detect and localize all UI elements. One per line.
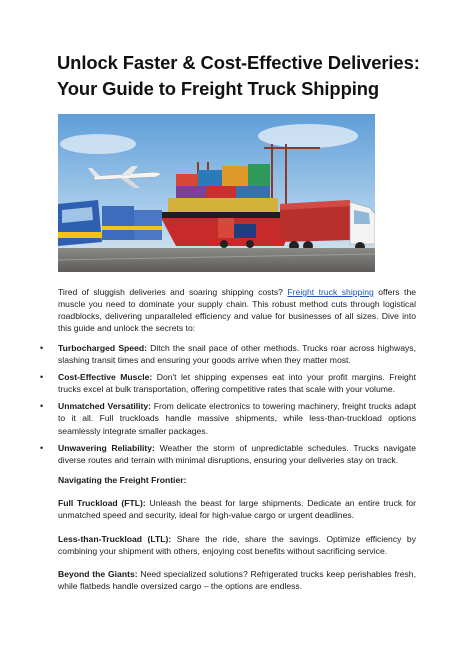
list-item: [40, 342, 416, 366]
bullet-term: Unmatched Versatility:: [58, 401, 152, 412]
title-line-2: Your Guide to Freight Truck Shipping: [57, 78, 379, 99]
paragraph-term: Less-than-Truckload (LTL):: [58, 534, 172, 544]
list-item: [40, 371, 417, 395]
list-item: [40, 400, 416, 436]
bullet-icon: •: [40, 343, 44, 353]
bullet-text: Weather the storm of unpredictable schedules. Trucks navigate diverse routes and terrain with minimal disruptions, ensuring your deliveries stay on track.: [58, 442, 416, 465]
title-line-1: Unlock Faster & Cost-Effective Deliveries:: [57, 52, 420, 73]
freight-transport-collage-icon: [58, 114, 375, 272]
paragraph-text: Unleash the beast for large shipments. Dedicate an entire truck for unmatched speed and security, ideal for high-value cargo or urgent deadlines.: [58, 498, 416, 521]
section-heading: Navigating the Freight Frontier:: [58, 475, 187, 485]
benefits-list: [40, 342, 417, 471]
bullet-text: Don't let shipping expenses eat into your profit margins. Freight trucks excel at bulk transportation, offering competitive rates that scale with your volume.: [58, 372, 417, 395]
paragraph-text: Need specialized solutions? Refrigerated trucks keep perishables fresh, while flatbeds handle oversized cargo – the options are endless.: [58, 569, 416, 592]
list-item: [40, 442, 416, 466]
bullet-term: Cost-Effective Muscle:: [58, 372, 153, 383]
ltl-paragraph: [58, 533, 416, 557]
bullet-icon: •: [40, 372, 44, 383]
beyond-giants-paragraph: [58, 568, 416, 592]
freight-truck-shipping-link[interactable]: Freight truck shipping: [287, 287, 374, 297]
ftl-paragraph: [58, 497, 416, 521]
bullet-icon: •: [40, 442, 44, 453]
intro-paragraph: [58, 286, 416, 334]
bullet-icon: •: [40, 401, 44, 412]
intro-text-before: Tired of sluggish deliveries and soaring shipping costs?: [58, 287, 288, 297]
paragraph-term: Beyond the Giants:: [58, 569, 138, 579]
page-title: [57, 50, 427, 102]
bullet-text: Ditch the snail pace of other methods. Trucks roar across highways, slashing transit times and ensuring your goods arrive when they matter most.: [58, 343, 416, 366]
paragraph-text: Share the ride, share the savings. Optimize efficiency by combining your shipment with others, enjoying cost benefits without sacrificing service.: [58, 534, 416, 557]
paragraph-term: Full Truckload (FTL):: [58, 498, 146, 508]
bullet-term: Turbocharged Speed:: [58, 343, 147, 353]
intro-text-after: offers the muscle you need to dominate your supply chain. This robust method cuts through logistical roadblocks, delivering unparalleled efficiency and value for businesses of all sizes. Dive into this guide and unlock the secrets to:: [58, 287, 416, 334]
hero-image: [58, 114, 375, 272]
bullet-term: Unwavering Reliability:: [58, 442, 155, 453]
bullet-text: From delicate electronics to towering machinery, freight trucks adapt to it all. Full truckloads handle massive shipments, while less-than-truckload options seamlessly integrate smaller packages.: [58, 401, 416, 436]
